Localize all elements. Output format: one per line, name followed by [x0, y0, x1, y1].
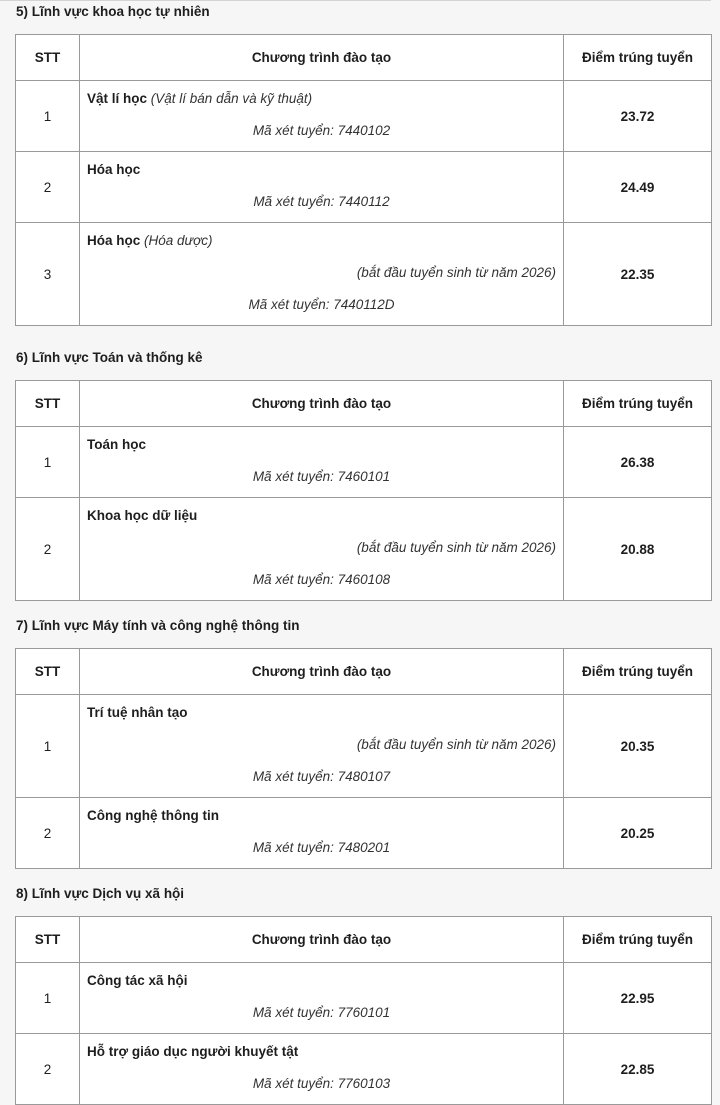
table-row	[16, 498, 712, 601]
admission-score: 23.72	[564, 81, 712, 152]
header-program: Chương trình đào tạo	[80, 917, 564, 963]
admission-code: Mã xét tuyển: 7480201	[252, 840, 391, 855]
program-name: Khoa học dữ liệu	[87, 508, 198, 523]
program-cell	[80, 1034, 564, 1105]
admission-code: Mã xét tuyển: 7760103	[252, 1076, 391, 1091]
score-table	[15, 916, 712, 1105]
row-stt: 1	[16, 695, 80, 798]
score-table	[15, 34, 712, 326]
row-stt: 2	[16, 1034, 80, 1105]
enrollment-note: (bắt đầu tuyển sinh từ năm 2026)	[356, 540, 556, 555]
section-heading: 6) Lĩnh vực Toán và thống kê	[16, 350, 203, 365]
header-stt: STT	[16, 917, 80, 963]
header-score: Điểm trúng tuyển	[564, 649, 712, 695]
program-name: Vật lí học	[87, 91, 148, 106]
enrollment-note: (bắt đầu tuyển sinh từ năm 2026)	[356, 265, 556, 280]
table-row	[16, 798, 712, 869]
admission-score: 22.85	[564, 1034, 712, 1105]
table-row	[16, 1034, 712, 1105]
program-cell	[80, 498, 564, 601]
admission-score: 20.88	[564, 498, 712, 601]
table-row	[16, 152, 712, 223]
row-stt: 2	[16, 152, 80, 223]
table-row	[16, 695, 712, 798]
admission-code: Mã xét tuyển: 7460108	[252, 572, 391, 587]
program-name: Hóa học	[87, 162, 141, 177]
header-program: Chương trình đào tạo	[80, 35, 564, 81]
header-stt: STT	[16, 381, 80, 427]
header-stt: STT	[16, 649, 80, 695]
row-stt: 2	[16, 498, 80, 601]
table-header-row	[16, 35, 712, 81]
section-heading: 7) Lĩnh vực Máy tính và công nghệ thông tin	[16, 618, 300, 633]
program-name: Hỗ trợ giáo dục người khuyết tật	[87, 1044, 299, 1059]
table-row	[16, 427, 712, 498]
program-name: Công nghệ thông tin	[87, 808, 219, 823]
score-table	[15, 648, 712, 869]
admission-score: 24.49	[564, 152, 712, 223]
admission-code: Mã xét tuyển: 7440112	[253, 194, 390, 209]
header-score: Điểm trúng tuyển	[564, 917, 712, 963]
row-stt: 1	[16, 81, 80, 152]
score-table	[15, 380, 712, 601]
table-header-row	[16, 381, 712, 427]
admission-score: 22.95	[564, 963, 712, 1034]
row-stt: 1	[16, 963, 80, 1034]
program-name-note: (Hóa dược)	[144, 233, 213, 248]
admission-code: Mã xét tuyển: 7480107	[252, 769, 391, 784]
admission-score: 22.35	[564, 223, 712, 326]
table-header-row	[16, 917, 712, 963]
program-cell	[80, 152, 564, 223]
program-name: Công tác xã hội	[87, 973, 188, 988]
admission-code: Mã xét tuyển: 7760101	[252, 1005, 391, 1020]
header-score: Điểm trúng tuyển	[564, 381, 712, 427]
admission-score: 20.25	[564, 798, 712, 869]
row-stt: 1	[16, 427, 80, 498]
table-row	[16, 223, 712, 326]
header-stt: STT	[16, 35, 80, 81]
row-stt: 3	[16, 223, 80, 326]
program-cell	[80, 963, 564, 1034]
program-name-note: (Vật lí bán dẫn và kỹ thuật)	[150, 91, 313, 106]
admission-code: Mã xét tuyển: 7460101	[252, 469, 391, 484]
program-name: Trí tuệ nhân tạo	[87, 705, 188, 720]
program-cell	[80, 695, 564, 798]
program-cell	[80, 798, 564, 869]
program-cell	[80, 81, 564, 152]
program-name: Hóa học	[87, 233, 141, 248]
top-divider	[0, 0, 711, 1]
section-heading: 5) Lĩnh vực khoa học tự nhiên	[16, 4, 210, 19]
table-row	[16, 963, 712, 1034]
admission-code: Mã xét tuyển: 7440112D	[248, 297, 395, 312]
admission-score: 20.35	[564, 695, 712, 798]
table-header-row	[16, 649, 712, 695]
program-name: Toán học	[87, 437, 146, 452]
enrollment-note: (bắt đầu tuyển sinh từ năm 2026)	[356, 737, 556, 752]
section-heading: 8) Lĩnh vực Dịch vụ xã hội	[16, 886, 185, 901]
program-cell	[80, 223, 564, 326]
header-program: Chương trình đào tạo	[80, 381, 564, 427]
admission-code: Mã xét tuyển: 7440102	[252, 123, 391, 138]
header-score: Điểm trúng tuyển	[564, 35, 712, 81]
header-program: Chương trình đào tạo	[80, 649, 564, 695]
admission-score: 26.38	[564, 427, 712, 498]
program-cell	[80, 427, 564, 498]
table-row	[16, 81, 712, 152]
row-stt: 2	[16, 798, 80, 869]
